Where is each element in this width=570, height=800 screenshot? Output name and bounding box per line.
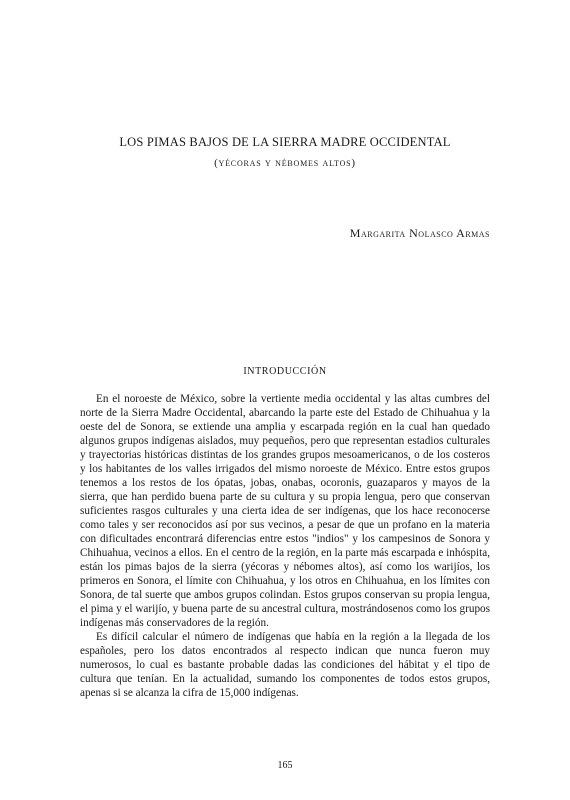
paragraph: En el noroeste de México, sobre la vertiente media occidental y las altas cumbres del norte de la Sierra Madre Occidental, abarcando la parte este del Estado de Chihuahua y la oeste del de Sonora, se extiende una amplia y escarpada región en la cual han quedado algunos grupos indígenas aislados, muy pequeños, pero que representan estadios culturales y trayectorias históricas distintas de los grandes grupos mesoamericanos, o de los costeros y los habitantes de los valles irrigados del mismo noroeste de México. Entre estos grupos tenemos a los restos de los ópatas, jobas, onabas, ocoronis, guazaparos y mayos de la sierra, que han perdido buena parte de su cultura y su propia lengua, pero que conservan suficientes rasgos culturales y una cierta idea de ser indígenas, que los hace reconocerse como tales y ser reconocidos así por sus vecinos, a pesar de que un profano en la materia con dificultades encontrará diferencias entre estos "indios" y los campesinos de Sonora y Chihuahua, vecinos a ellos. En el centro de la región, en la parte más escarpada e inhóspita, están los pimas bajos de la sierra (yécoras y nébomes altos), así como los warijíos, los primeros en Sonora, el límite con Chihuahua, y los otros en Chihuahua, en los límites con Sonora, de tal suerte que ambos grupos colindan. Estos grupos conservan su propia lengua, el pima y el warijío, y buena parte de su ancestral cultura, mostrándosenos como los grupos indígenas más conservadores de la región. xyxy=(80,393,490,629)
page-number: 165 xyxy=(277,760,293,771)
paragraph: Es difícil calcular el número de indígenas que había en la región a la llegada de los españoles, pero los datos encontrados al respecto indican que nunca fueron muy numerosos, lo cual es bastante probable dadas las condiciones del hábitat y el tipo de cultura que tenían. En la actualidad, sumando los componentes de todos estos grupos, apenas si se alcanza la cifra de 15,000 indígenas. xyxy=(80,631,490,699)
article-body xyxy=(80,392,490,700)
author-name: Margarita Nolasco Armas xyxy=(349,226,490,240)
section-heading: INTRODUCCIÓN xyxy=(243,366,327,377)
article-title: LOS PIMAS BAJOS DE LA SIERRA MADRE OCCIDENTAL xyxy=(119,135,451,149)
article-subtitle: (yécoras y nébomes altos) xyxy=(214,157,356,169)
